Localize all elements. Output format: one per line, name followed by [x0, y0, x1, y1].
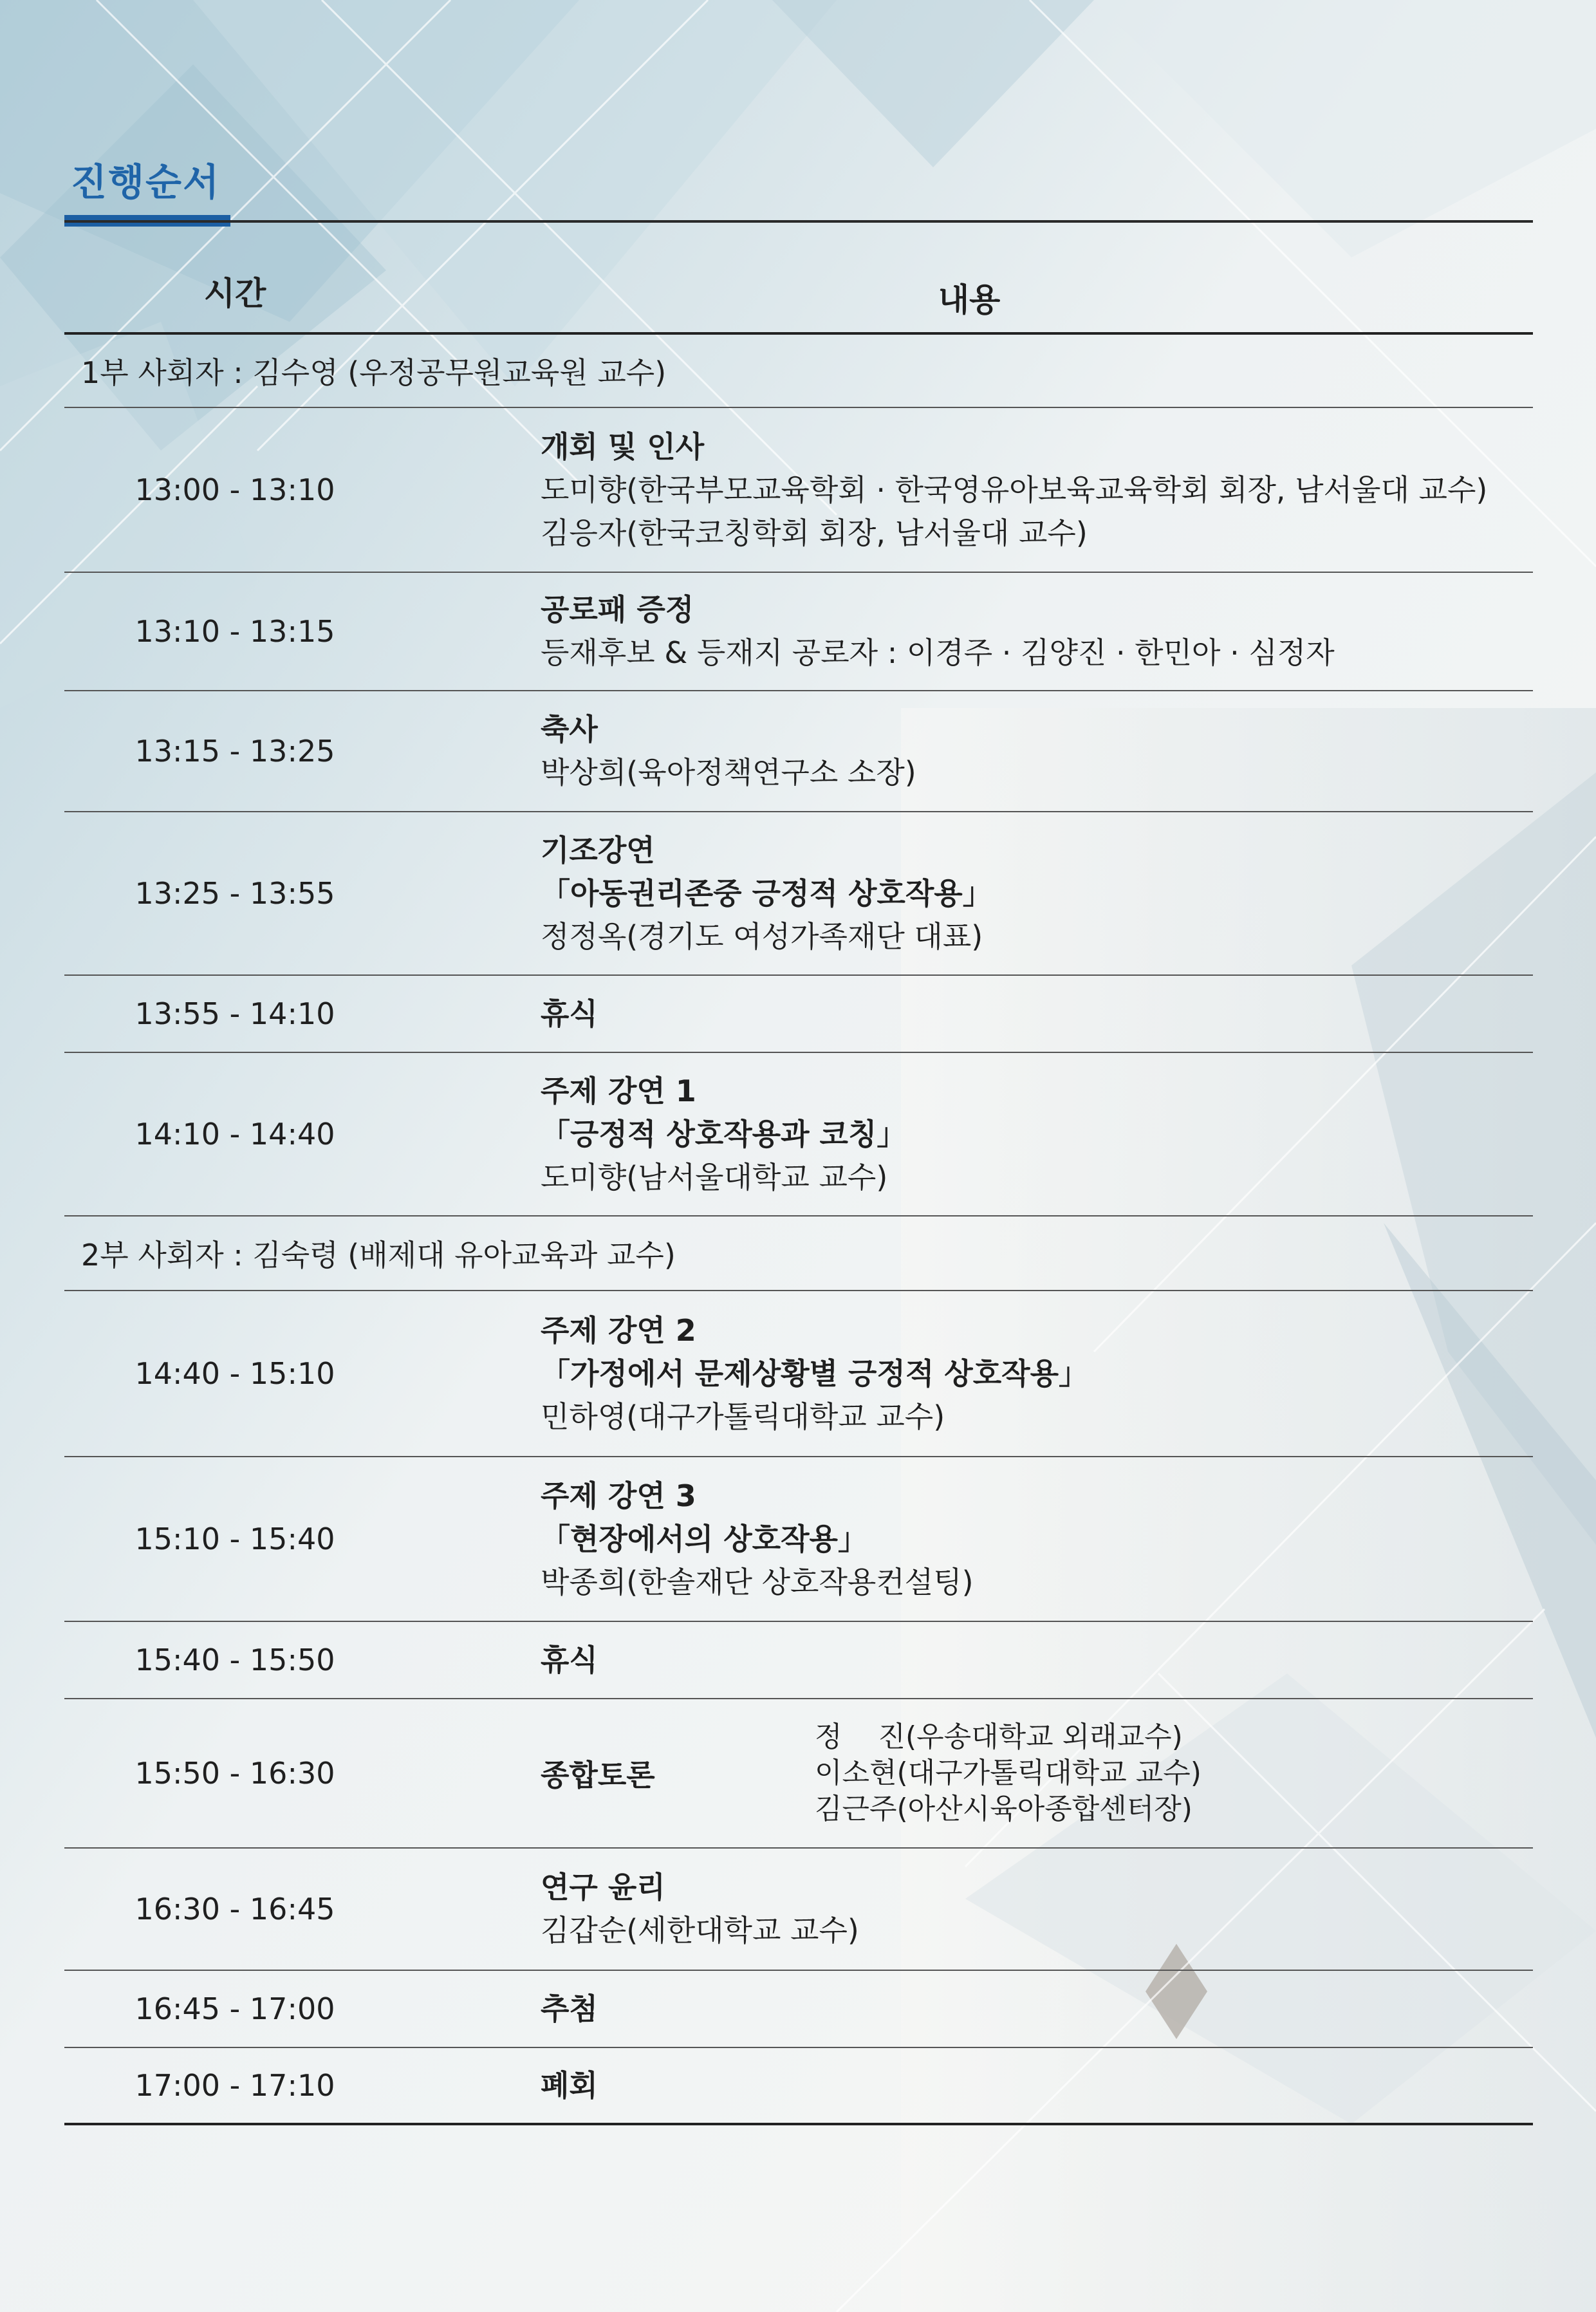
row-content — [405, 1866, 1533, 1952]
row-subtitle: 「현장에서의 상호작용」 — [541, 1521, 868, 1556]
row-detail: 박상희(육아정책연구소 소장) — [541, 755, 916, 790]
table-row — [64, 2048, 1533, 2125]
row-time: 15:50 - 16:30 — [135, 1756, 335, 1791]
row-title: 주제 강연 3 — [541, 1478, 696, 1513]
table-row — [64, 1291, 1533, 1457]
table-row — [64, 1622, 1533, 1699]
panelist: 정 진(우송대학교 외래교수) — [815, 1720, 1183, 1753]
table-row — [64, 691, 1533, 812]
row-title: 개회 및 인사 — [541, 429, 705, 464]
row-time: 13:15 - 13:25 — [135, 734, 335, 769]
row-content — [405, 993, 1533, 1036]
header-time: 시간 — [203, 275, 266, 312]
row-time: 17:00 - 17:10 — [135, 2068, 335, 2103]
table-row — [64, 408, 1533, 573]
page-title: 진행순서 — [71, 160, 221, 204]
row-content — [405, 1719, 1533, 1827]
row-title: 휴식 — [541, 1642, 598, 1677]
program-table — [64, 223, 1533, 2125]
row-time: 13:55 - 14:10 — [135, 996, 335, 1031]
row-time: 13:10 - 13:15 — [135, 614, 335, 649]
row-title: 주제 강연 2 — [541, 1312, 696, 1348]
row-content — [405, 1070, 1533, 1199]
session-part1: 1부 사회자 : 김수영 (우정공무원교육원 교수) — [64, 335, 1533, 408]
table-row — [64, 573, 1533, 691]
row-subtitle: 「가정에서 문제상황별 긍정적 상호작용」 — [541, 1356, 1089, 1391]
row-content — [405, 708, 1533, 794]
row-content — [405, 1475, 1533, 1604]
row-detail: 도미향(한국부모교육학회 · 한국영유아보육교육학회 회장, 남서울대 교수) — [541, 472, 1488, 507]
panel-list — [815, 1719, 1202, 1827]
row-content — [405, 829, 1533, 958]
session-part2: 2부 사회자 : 김숙령 (배제대 유아교육과 교수) — [64, 1217, 1533, 1291]
row-content — [405, 1639, 1533, 1682]
table-row — [64, 812, 1533, 976]
row-detail: 박종희(한솔재단 상호작용컨설팅) — [541, 1564, 974, 1599]
row-subtitle: 「긍정적 상호작용과 코칭」 — [541, 1116, 907, 1151]
row-title: 종합토론 — [541, 1758, 655, 1793]
row-time: 15:10 - 15:40 — [135, 1522, 335, 1556]
row-time: 13:00 - 13:10 — [135, 472, 335, 507]
row-title: 공로패 증정 — [541, 592, 694, 627]
row-subtitle: 「아동권리존중 긍정적 상호작용」 — [541, 875, 992, 911]
row-content — [405, 2064, 1533, 2107]
row-time: 14:40 - 15:10 — [135, 1356, 335, 1391]
row-detail: 도미향(남서울대학교 교수) — [541, 1159, 888, 1195]
table-row — [64, 1971, 1533, 2048]
panelist: 김근주(아산시육아종합센터장) — [815, 1793, 1192, 1825]
row-detail: 정정옥(경기도 여성가족재단 대표) — [541, 918, 983, 954]
row-detail: 김갑순(세한대학교 교수) — [541, 1913, 859, 1948]
row-title: 주제 강연 1 — [541, 1073, 696, 1108]
row-title: 휴식 — [541, 996, 598, 1031]
row-content — [405, 425, 1533, 555]
table-row — [64, 1457, 1533, 1622]
row-detail: 등재후보 & 등재지 공로자 : 이경주 · 김양진 · 한민아 · 심정자 — [541, 635, 1335, 670]
row-content — [405, 1309, 1533, 1439]
row-title: 추첨 — [541, 1991, 598, 2026]
row-detail: 김응자(한국코칭학회 회장, 남서울대 교수) — [541, 515, 1088, 550]
header-content: 내용 — [938, 281, 1001, 319]
table-row — [64, 976, 1533, 1053]
row-title: 연구 윤리 — [541, 1870, 665, 1905]
row-content — [405, 1988, 1533, 2031]
row-time: 13:25 - 13:55 — [135, 876, 335, 911]
table-row — [64, 1053, 1533, 1217]
table-header — [64, 223, 1533, 335]
table-row — [64, 1849, 1533, 1971]
row-time: 15:40 - 15:50 — [135, 1643, 335, 1677]
row-content — [405, 588, 1533, 675]
table-row — [64, 1699, 1533, 1849]
row-time: 14:10 - 14:40 — [135, 1117, 335, 1151]
row-time: 16:45 - 17:00 — [135, 1991, 335, 2026]
row-title: 기조강연 — [541, 832, 655, 868]
panelist: 이소현(대구가톨릭대학교 교수) — [815, 1757, 1202, 1789]
row-title: 축사 — [541, 712, 598, 747]
row-detail: 민하영(대구가톨릭대학교 교수) — [541, 1399, 945, 1434]
row-time: 16:30 - 16:45 — [135, 1892, 335, 1926]
row-title: 폐회 — [541, 2067, 598, 2103]
